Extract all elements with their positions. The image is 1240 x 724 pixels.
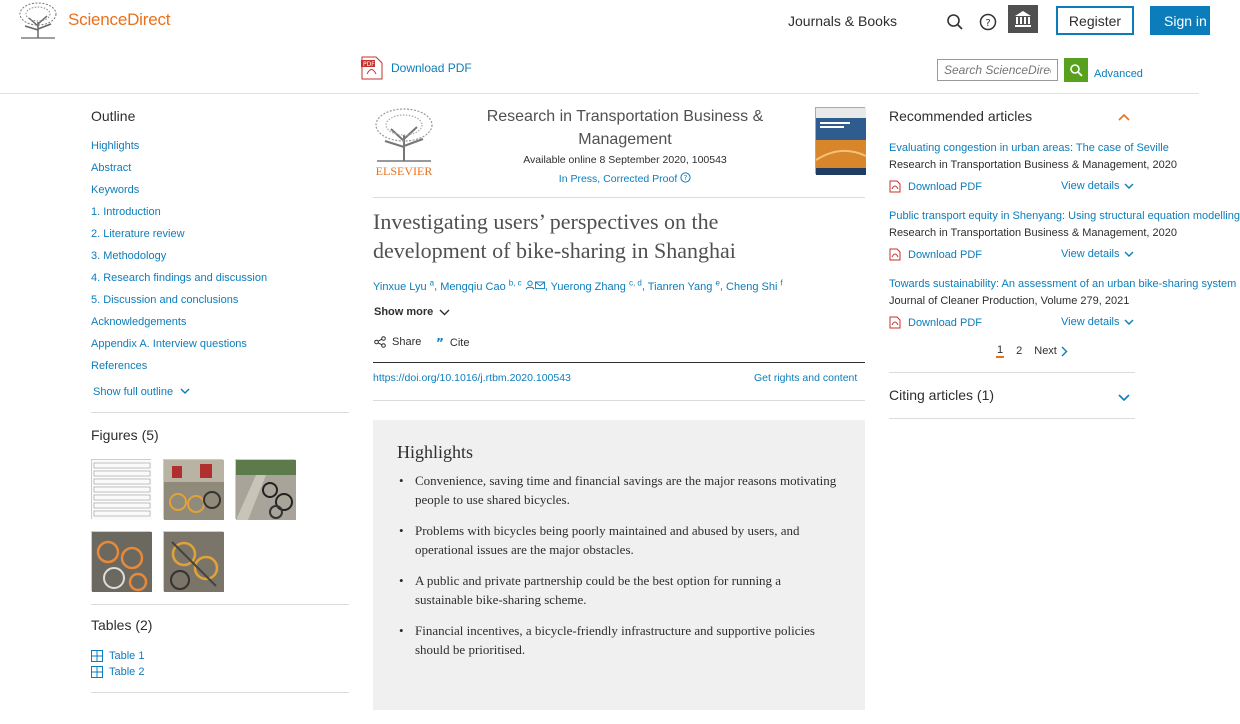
pdf-icon	[889, 316, 901, 329]
chevron-down-icon	[1124, 319, 1134, 326]
outline-item[interactable]: Acknowledgements	[91, 316, 187, 328]
download-pdf-label: Download PDF	[908, 316, 982, 329]
view-details-button[interactable]	[1061, 316, 1134, 328]
author-link[interactable]	[647, 278, 720, 293]
outline-item[interactable]: 5. Discussion and conclusions	[91, 294, 239, 306]
chevron-down-icon	[439, 309, 450, 316]
table-icon	[91, 650, 103, 662]
outline-item[interactable]: Abstract	[91, 162, 132, 174]
outline-item[interactable]: References	[91, 360, 148, 372]
article-toolbar	[0, 46, 1199, 94]
author-list: Yinxue Lyu $^a$, Mengqiu Cao $^{b, c}$ , Yuerong Zhang $^{c, d}$, Tianren Yang $^e$, Cheng Shi $^f$	[373, 278, 783, 293]
institution-icon[interactable]	[1008, 5, 1038, 33]
next-page-button[interactable]	[1034, 345, 1068, 357]
download-pdf-label: Download PDF	[908, 180, 982, 193]
outline-item[interactable]: 4. Research findings and discussion	[91, 272, 268, 284]
chevron-down-icon	[1124, 183, 1134, 190]
elsevier-tree-logo-icon[interactable]	[17, 2, 59, 40]
show-full-outline-label: Show full outline	[93, 386, 174, 398]
download-pdf-label: Download PDF	[908, 248, 982, 261]
highlight-item: • Problems with bicycles being poorly maintained and abused by users, and operational issues are the major obstacles.	[397, 521, 837, 559]
divider	[373, 400, 865, 401]
chevron-down-icon	[1124, 251, 1134, 258]
show-more-button[interactable]	[374, 306, 450, 318]
divider	[91, 412, 349, 413]
author-name: Tianren Yang	[647, 280, 713, 293]
author-name: Cheng Shi	[726, 280, 778, 293]
chevron-down-icon	[180, 388, 190, 395]
search-icon[interactable]	[945, 12, 965, 32]
recommended-article-link[interactable]: Public transport equity in Shenyang: Using structural equation modelling	[889, 210, 1240, 222]
view-details-label: View details	[1061, 316, 1120, 328]
author-link[interactable]	[726, 278, 783, 293]
in-press-status[interactable]	[470, 172, 780, 185]
figure-thumbnail[interactable]	[235, 459, 295, 519]
chevron-up-icon[interactable]	[1117, 110, 1131, 124]
outline-title: Outline	[91, 108, 136, 124]
recommended-pagination	[996, 344, 1068, 358]
author-affiliation: a	[429, 278, 435, 287]
view-details-button[interactable]	[1061, 248, 1134, 260]
journal-cover-image[interactable]	[815, 107, 865, 174]
outline-list	[91, 140, 267, 382]
doi-link[interactable]: https://doi.org/10.1016/j.rtbm.2020.100543	[373, 372, 571, 384]
table-link[interactable]	[91, 666, 144, 678]
article-title	[373, 207, 833, 265]
author-link[interactable]	[440, 278, 544, 293]
divider	[889, 418, 1135, 419]
journal-title-line: Management	[578, 131, 672, 148]
citing-articles-title[interactable]: Citing articles (1)	[889, 387, 995, 403]
help-icon	[680, 172, 691, 183]
elsevier-logo[interactable]	[373, 107, 435, 178]
figure-thumbnail[interactable]	[91, 459, 151, 519]
outline-item[interactable]: Highlights	[91, 140, 140, 152]
next-label: Next	[1034, 345, 1057, 357]
pdf-icon	[889, 248, 901, 261]
view-details-label: View details	[1061, 180, 1120, 192]
elsevier-tree-icon	[373, 107, 435, 163]
recommended-article-link[interactable]: Evaluating congestion in urban areas: The case of Seville	[889, 142, 1169, 154]
divider	[373, 197, 865, 198]
chevron-right-icon	[1061, 346, 1068, 357]
figures-title: Figures (5)	[91, 427, 159, 443]
availability-text: Available online 8 September 2020, 100543	[523, 154, 727, 166]
recommended-article-source: Journal of Cleaner Production, Volume 279, 2021	[889, 295, 1130, 307]
highlights-title: Highlights	[397, 442, 474, 462]
page-1-button[interactable]: 1	[997, 344, 1004, 356]
highlights-section	[373, 420, 865, 710]
advanced-search-link[interactable]: Advanced	[1094, 68, 1143, 80]
outline-item[interactable]: Keywords	[91, 184, 140, 196]
highlight-item: • Financial incentives, a bicycle-friendly infrastructure and supportive policies should be prioritised.	[397, 621, 837, 659]
table-link-label: Table 1	[109, 650, 145, 662]
recommended-download-pdf[interactable]	[889, 248, 982, 261]
pdf-icon[interactable]	[361, 56, 383, 80]
figure-thumbnail[interactable]	[91, 531, 151, 591]
show-full-outline-button[interactable]	[93, 386, 190, 398]
search-input[interactable]	[937, 59, 1058, 81]
outline-item[interactable]: Appendix A. Interview questions	[91, 338, 247, 350]
email-icon	[535, 280, 545, 290]
author-name: Yuerong Zhang	[550, 280, 626, 293]
recommended-download-pdf[interactable]	[889, 316, 982, 329]
author-link[interactable]	[373, 278, 435, 293]
person-icon	[525, 280, 535, 290]
outline-item[interactable]: 2. Literature review	[91, 228, 185, 240]
highlight-item: • Convenience, saving time and financial savings are the major reasons motivating people to use shared bicycles.	[397, 471, 837, 509]
share-button[interactable]	[374, 336, 421, 348]
page-2-button[interactable]: 2	[1016, 345, 1023, 357]
highlights-list	[397, 471, 837, 671]
divider	[373, 362, 865, 363]
help-icon[interactable]	[978, 12, 998, 32]
rights-link[interactable]: Get rights and content	[754, 372, 858, 384]
in-press-label: In Press, Corrected Proof	[558, 173, 678, 185]
outline-item[interactable]: 3. Methodology	[91, 250, 167, 262]
journal-title-line: Research in Transportation Business &	[486, 108, 764, 125]
brand-name[interactable]: ScienceDirect	[68, 10, 171, 29]
table-link[interactable]	[91, 650, 144, 662]
outline-item[interactable]: 1. Introduction	[91, 206, 161, 218]
show-more-label: Show more	[374, 306, 434, 318]
highlight-item: • A public and private partnership could be the best option for running a sustainable bike-sharing scheme.	[397, 571, 837, 609]
recommended-article-link[interactable]: Towards sustainability: An assessment of an urban bike-sharing system	[889, 278, 1237, 290]
author-affiliation: f	[780, 278, 783, 287]
view-details-button[interactable]	[1061, 180, 1134, 192]
journal-title[interactable]	[470, 105, 780, 151]
register-button[interactable]: Register	[1056, 6, 1134, 35]
chevron-down-icon[interactable]	[1117, 390, 1131, 404]
author-name: Yinxue Lyu	[373, 280, 427, 293]
svg-text:PDF: PDF	[363, 61, 375, 68]
elsevier-wordmark: ELSEVIER	[375, 164, 433, 178]
divider	[889, 372, 1135, 373]
divider	[91, 692, 349, 693]
table-icon	[91, 666, 103, 678]
journals-books-link[interactable]: Journals & Books	[788, 13, 897, 29]
recommended-article-source: Research in Transportation Business & Management, 2020	[889, 159, 1177, 171]
search-icon	[1069, 63, 1083, 77]
download-pdf-link[interactable]: Download PDF	[391, 61, 472, 75]
view-details-label: View details	[1061, 248, 1120, 260]
recommended-title: Recommended articles	[889, 108, 1033, 124]
author-affiliation: b, c	[508, 278, 522, 287]
author-name: Mengqiu Cao	[440, 280, 506, 293]
figure-thumbnail[interactable]	[163, 459, 223, 519]
sign-in-button[interactable]: Sign in	[1150, 6, 1210, 35]
divider	[91, 604, 349, 605]
figure-thumbnail[interactable]	[163, 531, 223, 591]
search-submit-button[interactable]	[1064, 58, 1088, 82]
tables-title: Tables (2)	[91, 617, 153, 633]
cite-label: Cite	[449, 337, 470, 349]
table-link-label: Table 2	[109, 666, 145, 678]
author-affiliation: e	[715, 278, 720, 287]
share-label: Share	[392, 336, 422, 348]
author-affiliation: c, d	[628, 278, 642, 287]
site-header	[0, 0, 1207, 46]
share-icon	[374, 336, 386, 348]
quote-icon: ”	[436, 336, 444, 350]
article-title-line: Investigating users’ perspectives on the	[373, 209, 719, 234]
svg-text:?: ?	[683, 174, 688, 183]
article-title-line: development of bike-sharing in Shanghai	[373, 238, 736, 263]
author-link[interactable]	[550, 278, 642, 293]
cite-button[interactable]	[436, 336, 469, 350]
recommended-download-pdf[interactable]	[889, 180, 982, 193]
recommended-article-source: Research in Transportation Business & Management, 2020	[889, 227, 1177, 239]
svg-text:?: ?	[985, 18, 991, 29]
pdf-icon	[889, 180, 901, 193]
